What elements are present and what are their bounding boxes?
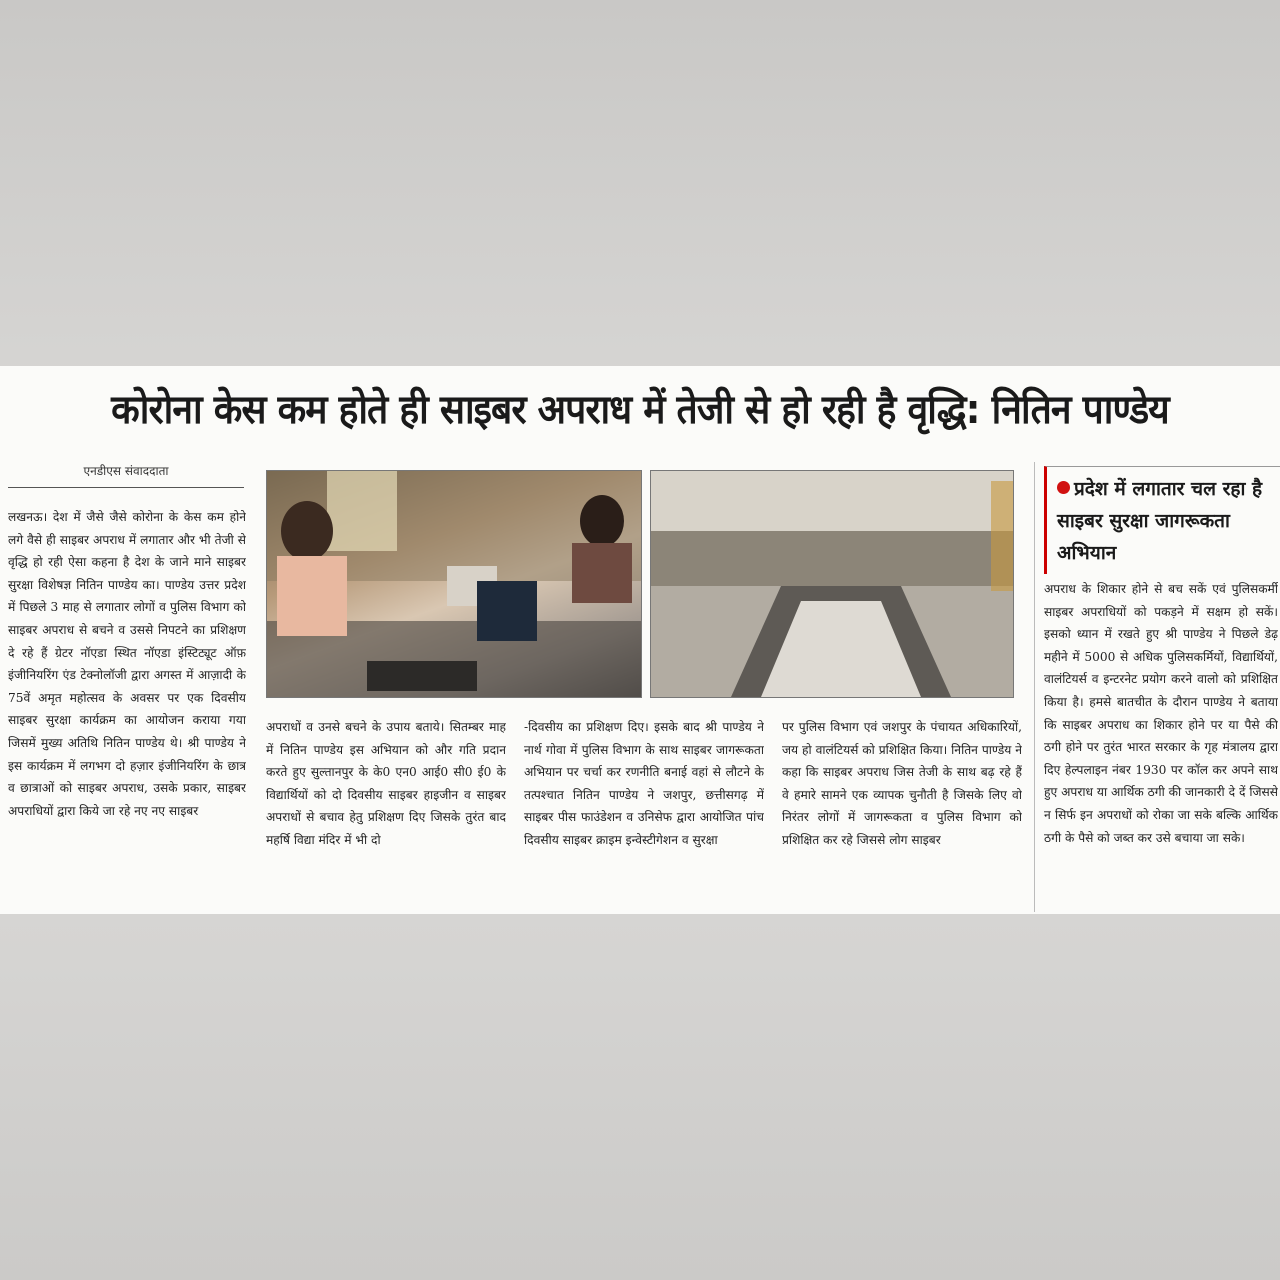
- sidebox: [1044, 466, 1280, 574]
- article-column-5: अपराध के शिकार होने से बच सकें एवं पुलिसकर्मी साइबर अपराधियों को पकड़ने में सक्षम हो सकें। इसको ध्यान में रखते हुए श्री पाण्डेय ने पिछले डेढ़ महीने में 5000 से अधिक पुलिसकर्मियों, विद्यार्थियों, वालंटियर्स व इन्टरनेट प्रयोग करने वालो को प्रशिक्षित किया है। हमसे बातचीत के दौरान पाण्डेय ने बताया कि साइबर अपराध का शिकार होने पर या पैसे की ठगी होने पर तुरंत भारत सरकार के गृह मंत्रालय द्वारा दिए हेल्पलाइन नंबर 1930 पर कॉल कर अपने साथ हुए अपराध या आर्थिक ठगी की जानकारी दे दें जिससे न सिर्फ इन अपराधों को रोका जा सके बल्कि आर्थिक ठगी के पैसे को जब्त कर उसे बचाया जा सके।: [1044, 582, 1278, 845]
- article-column-2: अपराधों व उनसे बचने के उपाय बताये। सितम्बर माह में नितिन पाण्डेय इस अभियान को और गति प्रदान करते हुए सुल्तानपुर के के0 एन0 आई0 सी0 ई0 के विद्यार्थियों को दो दिवसीय साइबर हाइजीन व साइबर अपराधों से बचाव हेतु प्रशिक्षण दिए जिसके तुरंत बाद महर्षि विद्या मंदिर में भी दो: [266, 720, 506, 847]
- headline: कोरोना केस कम होते ही साइबर अपराध में तेजी से हो रही है वृद्धि: नितिन पाण्डेय: [111, 387, 1169, 433]
- bullet-icon: [1057, 481, 1070, 494]
- photo-group-police: [650, 470, 1014, 698]
- group-photo-illustration: [651, 471, 1013, 697]
- article-column-1: लखनऊ। देश में जैसे जैसे कोरोना के केस कम होने लगे वैसे ही साइबर अपराध में लगातार और भी तेजी से वृद्धि हो रही ऐसा कहना है देश के जाने माने साइबर सुरक्षा विशेषज्ञ नितिन पाण्डेय का। पाण्डेय उत्तर प्रदेश में पिछले 3 माह से लगातार लोगों व पुलिस विभाग को साइबर अपराध से बचने व उससे निपटने का प्रशिक्षण दे रहे हैं ग्रेटर नॉएडा स्थित नॉएडा इंस्टिट्यूट ऑफ़ इंजीनियरिंग एंड टेक्नोलॉजी द्वारा अगस्त में आज़ादी के 75वें अमृत महोत्सव के अवसर पर एक दिवसीय साइबर सुरक्षा कार्यक्रम का आयोजन कराया गया जिसमें मुख्य अतिथि नितिन पाण्डेय थे। श्री पाण्डेय ने इस कार्यक्रम में लगभग दो हज़ार इंजीनियरिंग के छात्र व छात्राओं को साइबर अपराध, उसके प्रकार, साइबर अपराधियों द्वारा किये जा रहे नए नए साइबर: [8, 510, 246, 818]
- meeting-photo-illustration: [267, 471, 641, 697]
- article-column-4: पर पुलिस विभाग एवं जशपुर के पंचायत अधिकारियों, जय हो वालंटियर्स को प्रशिक्षित किया। नितिन पाण्डेय ने कहा कि साइबर अपराध जिस तेजी के साथ बढ़ रहे हैं वे हमारे सामने एक व्यापक चुनौती है जिसके लिए वो निरंतर लोगों में जागरूकता व पुलिस विभाग को प्रशिक्षित कर रहे जिससे लोग साइबर: [782, 720, 1022, 847]
- photo-meeting-speaker: [266, 470, 642, 698]
- sidebox-title-text: प्रदेश में लगातार चल रहा है साइबर सुरक्षा जागरूकता अभियान: [1057, 478, 1263, 564]
- article-column-3: -दिवसीय का प्रशिक्षण दिए। इसके बाद श्री पाण्डेय ने नार्थ गोवा में पुलिस विभाग के साथ साइबर जागरूकता अभियान पर चर्चा कर रणनीति बनाई वहां से लौटने के तत्पश्चात नितिन पाण्डेय ने जशपुर, छत्तीसगढ़ में साइबर पीस फाउंडेशन व उनिसेफ द्वारा आयोजित पांच दिवसीय साइबर क्राइम इन्वेस्टीगेशन व सुरक्षा: [524, 720, 764, 847]
- sidebox-title: [1057, 473, 1276, 569]
- byline: एनडीएस संवाददाता: [8, 462, 244, 488]
- newspaper-clipping: [0, 366, 1280, 914]
- column-divider: [1034, 462, 1035, 912]
